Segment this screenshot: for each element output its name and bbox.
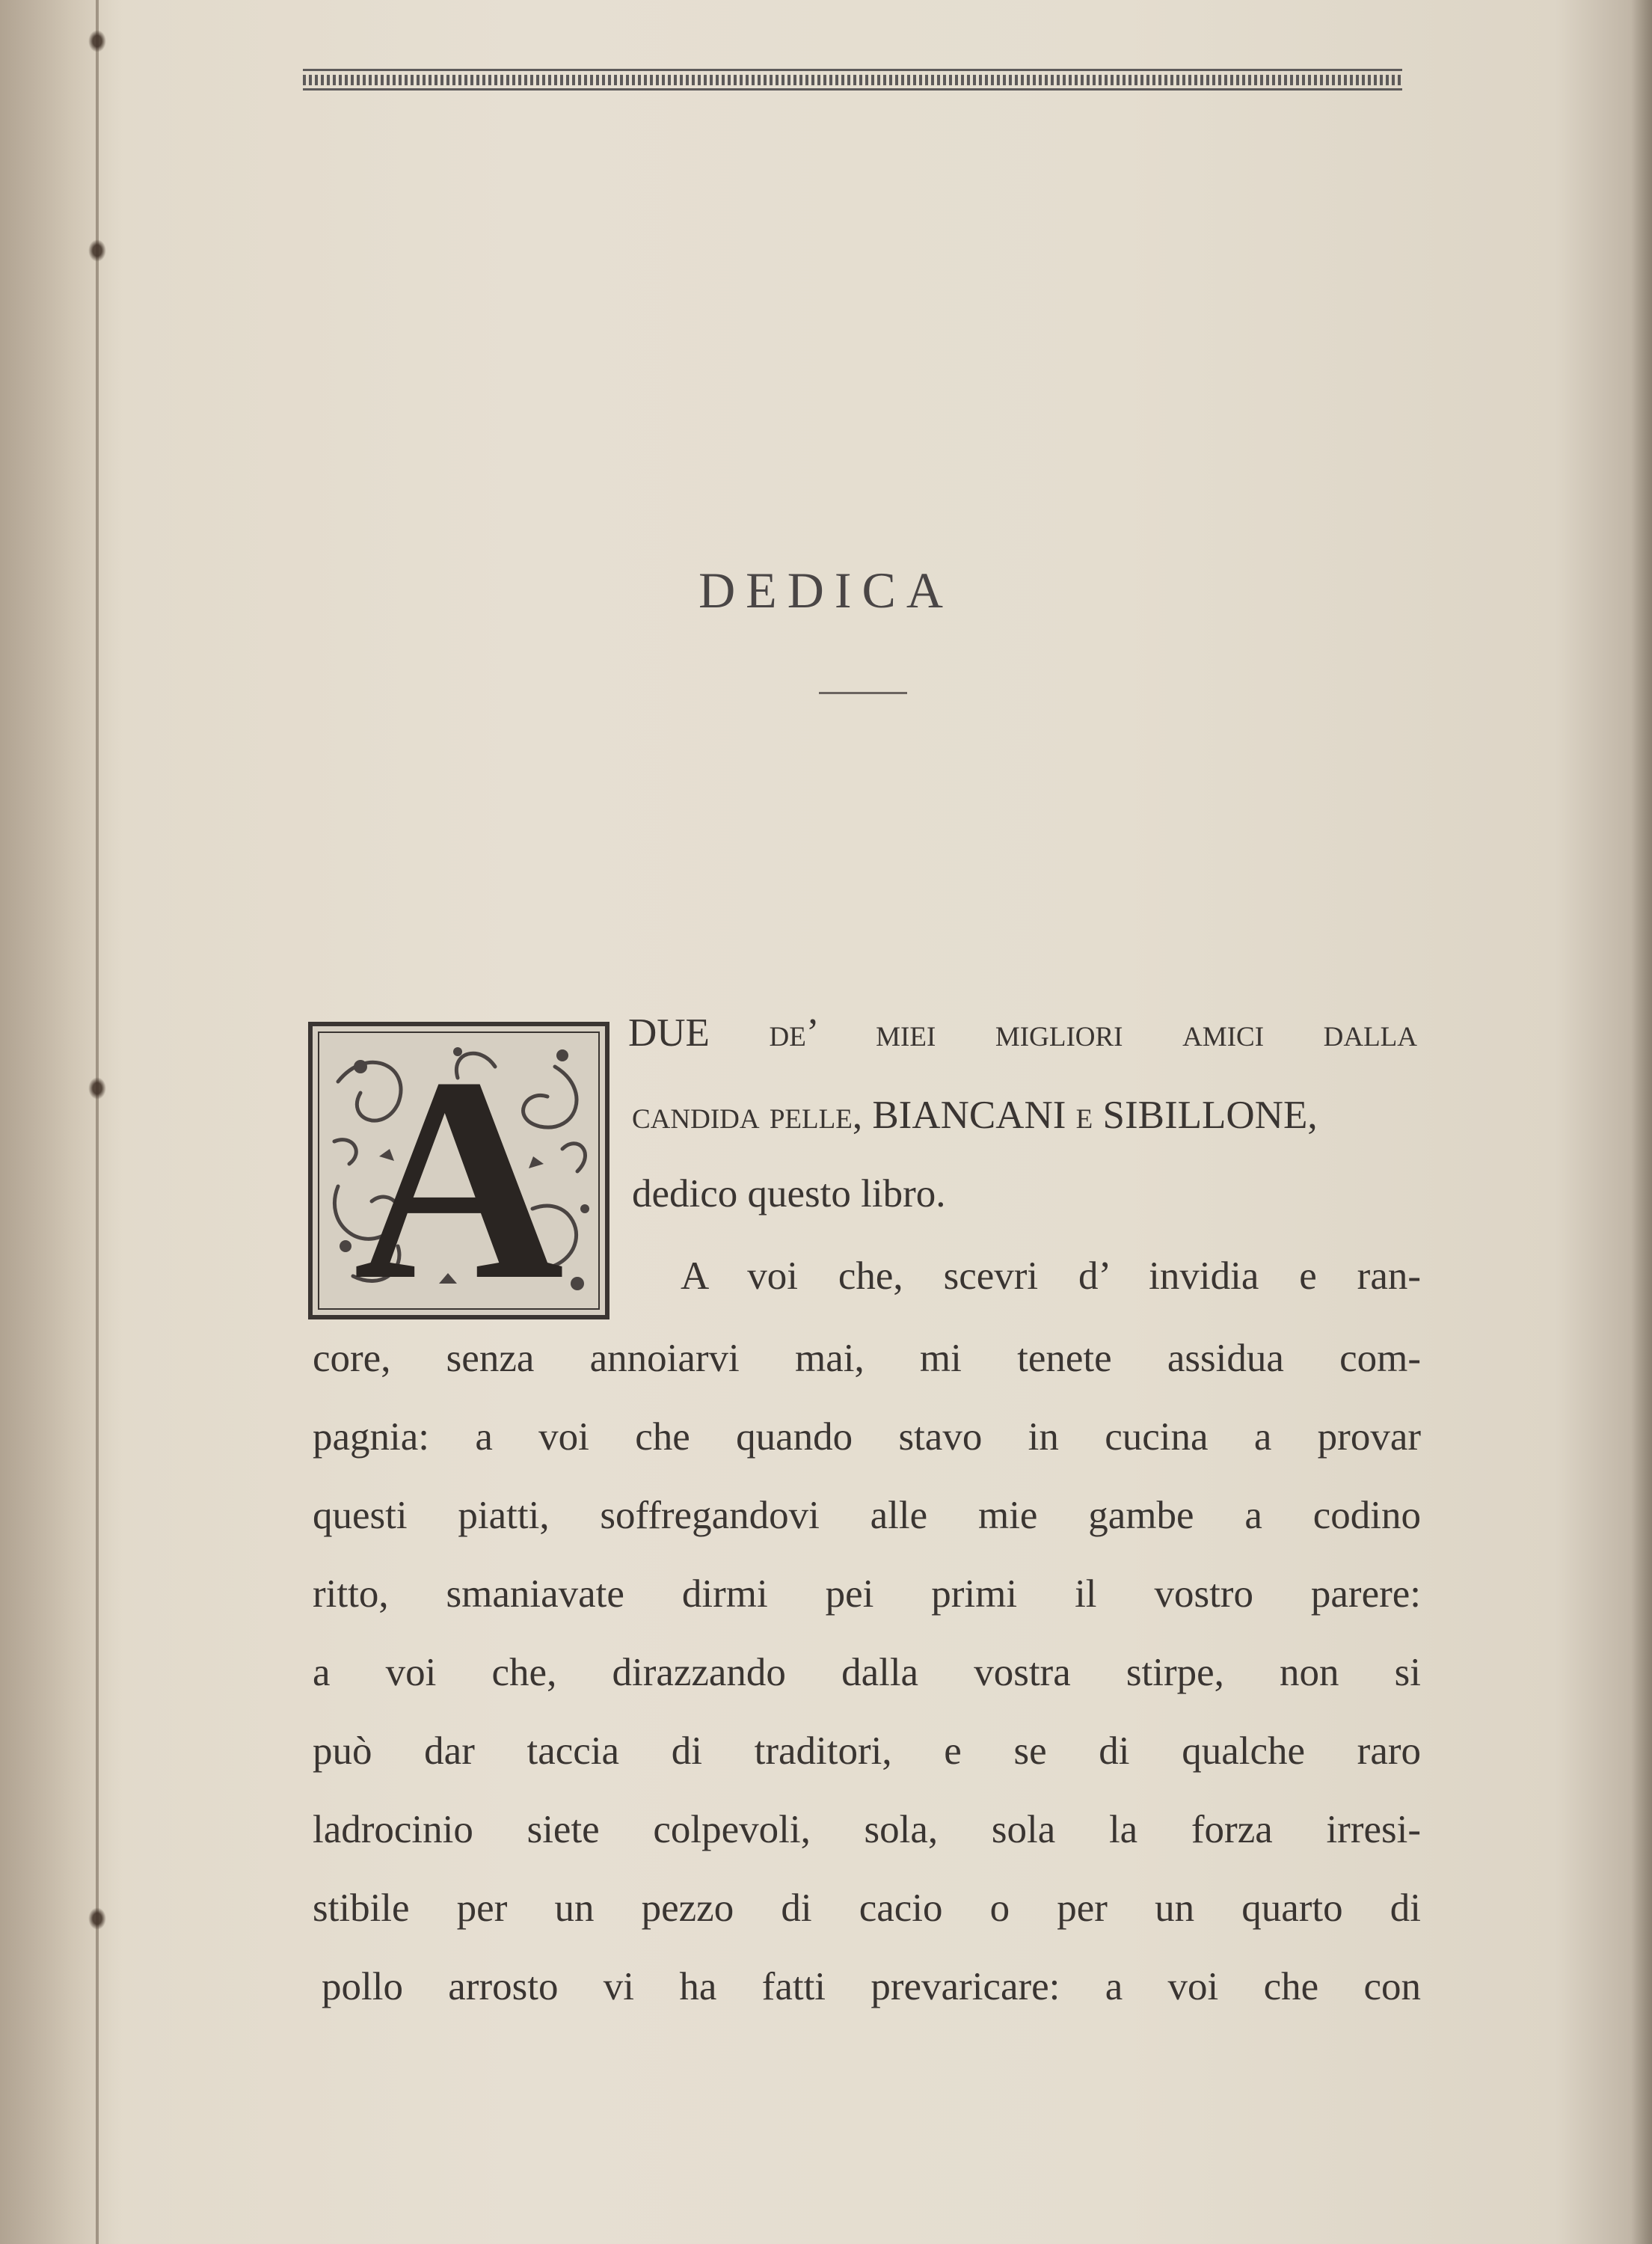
- binding-stitch: [88, 1077, 106, 1100]
- text-line-13: pollo arrosto vi ha fatti prevaricare: a voi che con: [322, 1965, 1421, 2008]
- text-line-2: candida pelle, BIANCANI e SIBILLONE,: [632, 1094, 1318, 1137]
- title-divider: [819, 692, 907, 694]
- page-edge: [1631, 0, 1652, 2244]
- binding-stitch: [88, 30, 106, 52]
- drop-cap-letter: A: [353, 1017, 565, 1340]
- decorative-header-rule: [303, 67, 1402, 93]
- text-line-10: può dar taccia di traditori, e se di qualche raro: [313, 1729, 1421, 1773]
- text-line-4: A voi che, scevri d’ invidia e ran-: [681, 1254, 1421, 1298]
- binding-stitch: [88, 239, 106, 262]
- text-line-5: core, senza annoiarvi mai, mi tenete assidua com-: [313, 1337, 1421, 1380]
- binding-stitch: [88, 1907, 106, 1930]
- text-line-1: DUE de’ miei migliori amici dalla: [628, 1011, 1417, 1055]
- text-line-6: pagnia: a voi che quando stavo in cucina a provar: [313, 1415, 1421, 1459]
- text-line-12: stibile per un pezzo di cacio o per un quarto di: [313, 1886, 1421, 1930]
- page-title: DEDICA: [698, 562, 954, 619]
- text-line-9: a voi che, dirazzando dalla vostra stirpe, non si: [313, 1651, 1421, 1694]
- text-line-11: ladrocinio siete colpevoli, sola, sola la forza irresi-: [313, 1808, 1421, 1851]
- text-line-3: dedico questo libro.: [632, 1172, 946, 1216]
- text-line-8: ritto, smaniavate dirmi pei primi il vostro parere:: [313, 1572, 1421, 1616]
- text-line-7: questi piatti, soffregandovi alle mie gambe a codino: [313, 1494, 1421, 1537]
- ornamental-drop-cap: [308, 1017, 609, 1340]
